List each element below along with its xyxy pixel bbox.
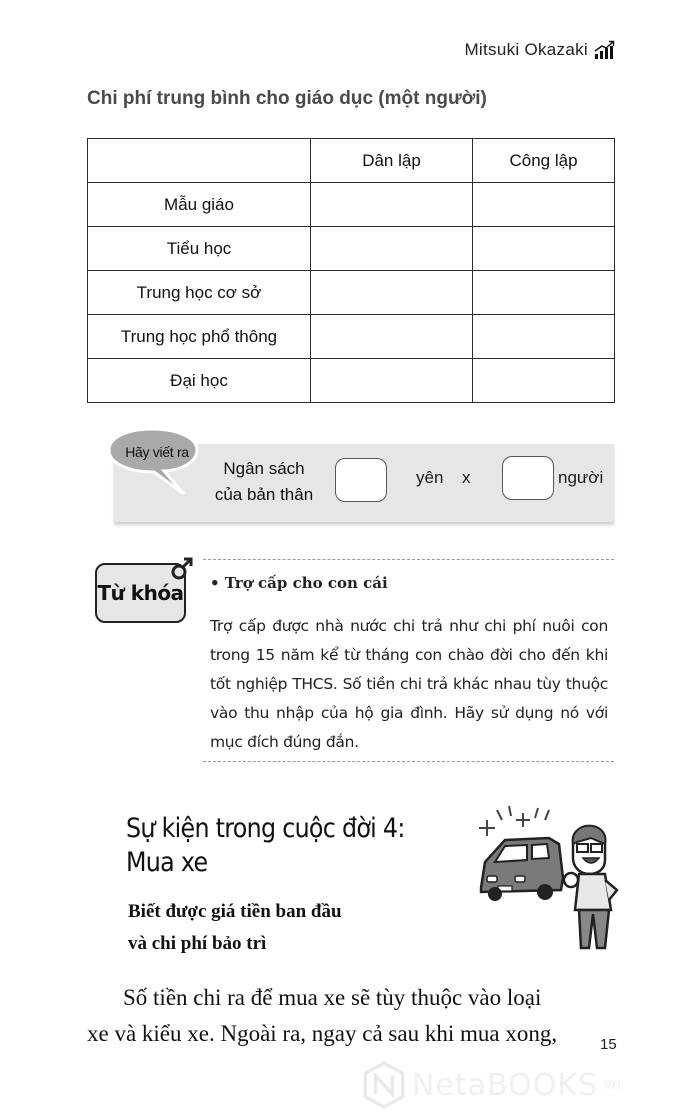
table-row [88,227,615,271]
people-count-input[interactable] [502,456,554,500]
page-number: 15 [600,1036,617,1053]
event-heading [126,812,405,880]
row-label: Trung học phổ thông [88,315,311,359]
header-cell-private: Dân lập [311,139,473,183]
table-row [88,359,615,403]
event-subheading-line2: và chi phí bảo trì [128,933,267,954]
bubble-label: Hãy viết ra [125,444,189,460]
chart-growth-icon [594,40,616,60]
divider-bottom [203,761,614,762]
people-unit: người [558,468,604,487]
keyword-term: • Trợ cấp cho con cái [210,574,388,592]
public-cost-cell[interactable] [473,227,615,271]
sparkle-icon [479,806,549,836]
budget-amount-input[interactable] [335,458,387,502]
watermark-text: NetaBOOKS [412,1067,599,1103]
watermark-suffix: vn [604,1076,621,1093]
event-subheading [128,896,342,960]
public-cost-cell[interactable] [473,271,615,315]
budget-label-line2: của bản thân [214,485,314,504]
multiply-sign: x [462,468,471,487]
budget-label-line1: Ngân sách [223,459,305,478]
budget-label [205,456,323,508]
table-row [88,183,615,227]
keyword-description: Trợ cấp được nhà nước chi trả như chi phí nuôi con trong 15 năm kể từ tháng con chào đời cho đến khi tốt nghiệp THCS. Số tiền chi trả khác nhau tùy thuộc vào thu nhập của hộ gia đình. Hãy sử dụng nó với mục đích đúng đắn. [210,617,608,751]
male-symbol-icon [170,556,194,582]
keyword-badge-label: Từ khóa [97,581,184,605]
author-name: Mitsuki Okazaki [464,40,588,59]
body-line: xe và kiểu xe. Ngoài ra, ngay cả sau khi mua xong, [87,1021,558,1046]
public-cost-cell[interactable] [473,359,615,403]
table-row [88,315,615,359]
speech-bubble-icon [104,426,202,498]
private-cost-cell[interactable] [311,315,473,359]
education-cost-table [87,138,615,403]
row-label: Đại học [88,359,311,403]
running-header [464,40,616,60]
private-cost-cell[interactable] [311,227,473,271]
header-cell-public: Công lập [473,139,615,183]
netabooks-logo-icon [362,1060,406,1110]
row-label: Tiểu học [88,227,311,271]
private-cost-cell[interactable] [311,271,473,315]
row-label: Mẫu giáo [88,183,311,227]
watermark [362,1060,621,1110]
car-icon [481,838,563,901]
header-cell-empty [88,139,311,183]
table-row [88,271,615,315]
divider-top [203,559,614,560]
body-line: Số tiền chi ra để mua xe sẽ tùy thuộc vào loại [123,985,542,1010]
event-subheading-line1: Biết được giá tiền ban đầu [128,901,342,922]
row-label: Trung học cơ sở [88,271,311,315]
event-heading-line1: Sự kiện trong cuộc đời 4: [126,813,405,844]
man-with-new-car-illustration [465,800,625,955]
event-heading-line2: Mua xe [126,847,208,878]
public-cost-cell[interactable] [473,315,615,359]
private-cost-cell[interactable] [311,183,473,227]
section-title: Chi phí trung bình cho giáo dục (một người) [87,88,487,109]
table-header-row [88,139,615,183]
public-cost-cell[interactable] [473,183,615,227]
private-cost-cell[interactable] [311,359,473,403]
man-icon [564,826,617,948]
body-paragraph [87,980,617,1052]
currency-unit: yên [416,468,444,487]
